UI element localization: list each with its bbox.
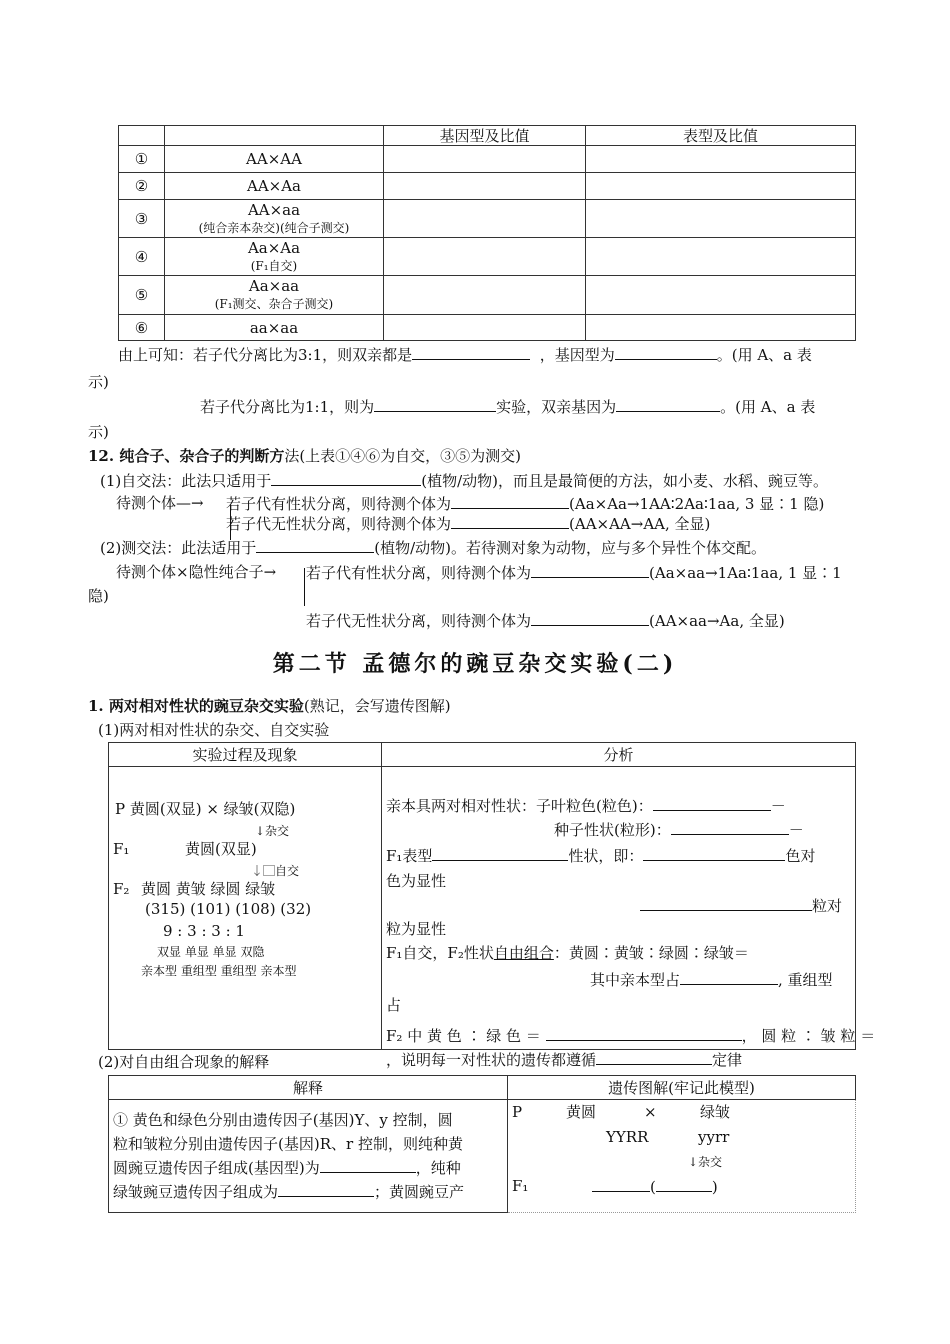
genotype-1: YYRR <box>606 1128 649 1146</box>
f2-types: 双显 单显 单显 双隐 <box>157 945 265 959</box>
self-result-1: 若子代有性状分离，则待测个体为 (Aa×Aa→1AA∶2Aa∶1aa, 3 显∶1 隐) <box>226 495 825 513</box>
arrow-cross: ↓杂交 <box>688 1155 723 1169</box>
brace <box>304 568 310 606</box>
cross-cell: AA×AA <box>165 146 384 173</box>
arrow-cross: ↓杂交 <box>255 824 290 838</box>
conclusion-line-2: 若子代分离比为1:1，则为 实验，双亲基因为 。(用 A、a 表 <box>200 398 816 416</box>
analysis-line: 其中亲本型占 , 重组型 <box>590 971 833 989</box>
analysis-line: F₂ 中 黄 色 ∶ 绿 色 ＝ ， 圆 粒 ∶ 皱 粒 ＝ <box>386 1027 876 1045</box>
analysis-line: 色为显性 <box>386 872 447 890</box>
row-num: ④ <box>119 238 165 276</box>
table-row <box>119 173 856 200</box>
f2-label: F₂ <box>113 880 130 898</box>
explanation-cell <box>109 1100 508 1213</box>
test-start: 待测个体×隐性纯合子→ <box>116 563 277 581</box>
process-cell <box>109 767 382 1050</box>
table-row <box>119 146 856 173</box>
row-num: ② <box>119 173 165 200</box>
self-result-2: 若子代无性状分离，则待测个体为 (AA×AA→AA, 全显) <box>226 515 711 533</box>
analysis-line: F₁自交，F₂性状自由组合：黄圆∶黄皱∶绿圆∶绿皱＝ <box>386 944 749 962</box>
s1-heading: 1. 两对相对性状的豌豆杂交实验(熟记，会写遗传图解) <box>88 697 451 715</box>
arrow-self: ↓⃞自交 <box>251 864 300 878</box>
f1-blanks: ( ) <box>592 1176 718 1197</box>
cross-note: (F₁测交、杂合子测交) <box>214 297 334 311</box>
p-label: P <box>512 1103 523 1121</box>
test-result-1: 若子代有性状分离，则待测个体为 (Aa×aa→1Aa∶1aa, 1 显∶1 <box>306 564 842 582</box>
analysis-cell <box>382 767 876 1069</box>
analysis-line: F₁表型 性状，即： 色对 <box>386 847 816 865</box>
explanation-line: 绿皱豌豆遗传因子组成为 ；黄圆豌豆产 <box>113 1183 465 1201</box>
s1-sub2: (2)对自由组合现象的解释 <box>98 1053 270 1071</box>
cross-cell <box>165 276 384 315</box>
row-num: ③ <box>119 200 165 238</box>
header-analysis: 分析 <box>382 743 856 767</box>
parent-1: 黄圆 <box>566 1103 597 1121</box>
explanation-line: 粒和皱粒分别由遗传因子(基因)R、r 控制，则纯种黄 <box>113 1135 463 1153</box>
row-num: ⑤ <box>119 276 165 315</box>
genotype-table <box>118 125 856 341</box>
header-phenotype: 表型及比值 <box>586 126 856 146</box>
conclusion-wrap: 示) <box>88 423 109 441</box>
header-explanation: 解释 <box>109 1076 508 1100</box>
table-row <box>119 238 856 276</box>
conclusion-line-1: 由上可知：若子代分离比为3:1，则双亲都是 ，基因型为 。(用 A、a 表 <box>118 346 812 364</box>
parent-2: 绿皱 <box>700 1103 731 1121</box>
section-12-heading: 12. 纯合子、杂合子的判断方法(上表①④⑥为自交，③⑤为测交) <box>88 447 522 465</box>
genotype-2: yyrr <box>698 1128 730 1146</box>
explanation-line: 圆豌豆遗传因子组成(基因型)为 ，纯种 <box>113 1159 461 1177</box>
header-diagram: 遗传图解(牢记此模型) <box>508 1076 856 1100</box>
cross-note: (F₁自交) <box>250 258 298 273</box>
cross-cell <box>165 238 384 276</box>
analysis-line: 种子性状(粒形)： － <box>554 821 804 839</box>
cross-cell: aa×aa <box>165 315 384 341</box>
section-title: 第二节 孟德尔的豌豆杂交实验(二) <box>272 651 678 677</box>
header-cell <box>119 126 165 146</box>
f2-types: 亲本型 重组型 重组型 亲本型 <box>141 964 297 978</box>
analysis-line: 亲本具两对相对性状：子叶粒色(粒色)： － <box>386 797 786 815</box>
f1-value: 黄圆(双显) <box>185 840 257 858</box>
test-cross-method: (2)测交法：此法适用于 (植物/动物)。若待测对象为动物，应与多个异性个体交配。 <box>100 539 767 557</box>
row-num: ① <box>119 146 165 173</box>
analysis-line: 粒对 <box>640 895 842 916</box>
test-wrap: 隐) <box>88 587 109 605</box>
conclusion-wrap: 示) <box>88 373 109 391</box>
cross-cell: AA×Aa <box>165 173 384 200</box>
table-row <box>119 315 856 341</box>
header-process: 实验过程及现象 <box>109 743 382 767</box>
cross-cell <box>165 200 384 238</box>
header-genotype: 基因型及比值 <box>384 126 586 146</box>
analysis-line: ，说明每一对性状的遗传都遵循 定律 <box>386 1051 743 1069</box>
s1-sub1: (1)两对相对性状的杂交、自交实验 <box>98 721 330 739</box>
analysis-line: 粒为显性 <box>386 920 447 938</box>
brace <box>230 505 236 540</box>
table-row <box>119 200 856 238</box>
cross-note: (纯合亲本杂交)(纯合子测交) <box>198 220 350 235</box>
f1-label: F₁ <box>113 840 130 858</box>
header-cell <box>165 126 384 146</box>
analysis-line: 占 <box>386 996 402 1014</box>
self-start: 待测个体—→ <box>116 494 204 512</box>
p-line: P 黄圆(双显) × 绿皱(双隐) <box>115 800 296 818</box>
table-row <box>119 276 856 315</box>
f1-label: F₁ <box>512 1177 529 1195</box>
self-cross-method: (1)自交法：此法只适用于 (植物/动物)，而且是最简便的方法，如小麦、水稻、豌豆等。 <box>100 472 829 490</box>
f2-values: 黄圆 黄皱 绿圆 绿皱 <box>141 880 276 898</box>
row-num: ⑥ <box>119 315 165 341</box>
test-result-2: 若子代无性状分离，则待测个体为 (AA×aa→Aa, 全显) <box>306 612 785 630</box>
cross-text: AA×aa <box>247 200 301 219</box>
cross-text: Aa×aa <box>248 277 300 295</box>
explanation-line: ① 黄色和绿色分别由遗传因子(基因)Y、y 控制，圆 <box>113 1111 453 1129</box>
diagram-cell <box>508 1100 856 1213</box>
f2-ratio: 9 : 3 : 3 : 1 <box>163 922 245 940</box>
cross-text: Aa×Aa <box>247 238 301 257</box>
explanation-table <box>108 1075 856 1213</box>
f2-counts: (315) (101) (108) (32) <box>145 900 312 918</box>
cross-symbol: × <box>644 1103 657 1121</box>
